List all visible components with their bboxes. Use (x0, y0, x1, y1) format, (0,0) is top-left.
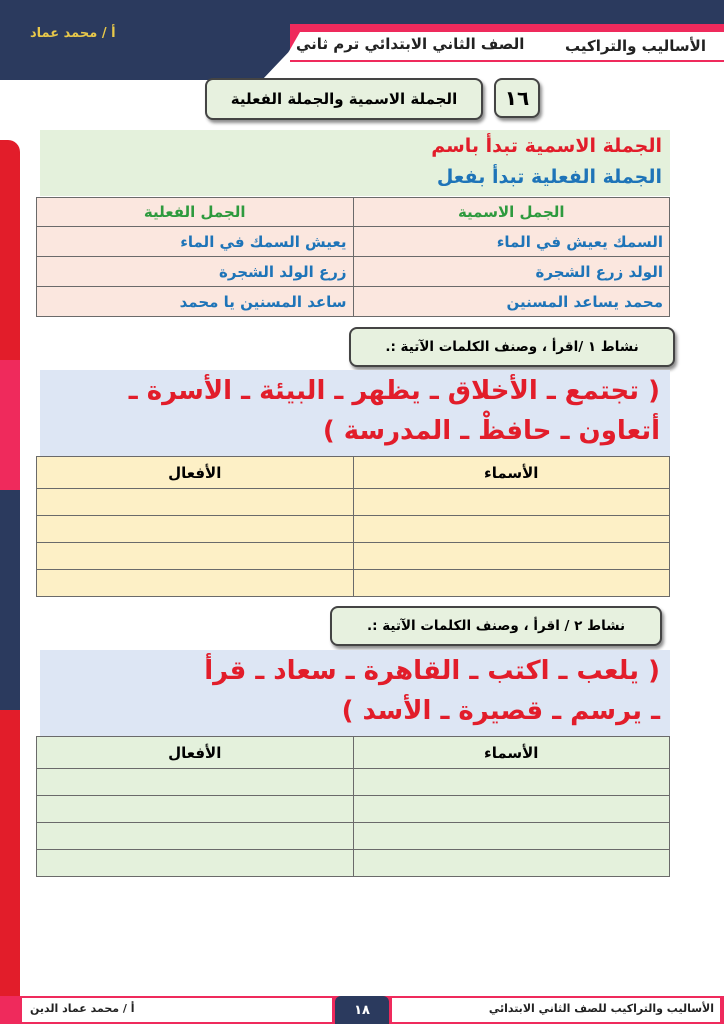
answer-row (37, 850, 670, 877)
subject-title: الأساليب والتراكيب (565, 37, 706, 55)
answer-cell[interactable] (353, 516, 670, 543)
lesson-number: ١٦ (504, 86, 530, 110)
answer-cell[interactable] (37, 796, 354, 823)
activity2-words-line2: ـ يرسم ـ قصيرة ـ الأسد ) (341, 696, 660, 726)
activity1-words-line1: ( تجتمع ـ الأخلاق ـ يظهر ـ البيئة ـ الأسرة ـ (128, 376, 660, 406)
nominal-example: السمك يعيش في الماء (353, 227, 670, 257)
lesson-title-box (205, 78, 483, 120)
examples-table (36, 197, 670, 317)
table-header-row (37, 737, 670, 769)
nominal-example: الولد زرع الشجرة (353, 257, 670, 287)
rule-nominal: الجملة الاسمية تبدأ باسم (431, 135, 662, 157)
activity1-label-box (349, 327, 675, 367)
footer-band (0, 996, 724, 1024)
header-nominal: الجمل الاسمية (353, 198, 670, 227)
answer-cell[interactable] (37, 543, 354, 570)
answer-row (37, 823, 670, 850)
verbal-example: ساعد المسنين يا محمد (37, 287, 354, 317)
table-header-row (37, 457, 670, 489)
answer-cell[interactable] (37, 769, 354, 796)
verbal-example: يعيش السمك في الماء (37, 227, 354, 257)
answer-cell[interactable] (353, 823, 670, 850)
activity2-words-line1: ( يلعب ـ اكتب ـ القاهرة ـ سعاد ـ قرأ (204, 656, 660, 686)
table-row (37, 257, 670, 287)
answer-cell[interactable] (37, 489, 354, 516)
activity1-words-line2: أتعاون ـ حافظْ ـ المدرسة ) (322, 416, 660, 446)
side-strip (0, 140, 20, 1020)
answer-cell[interactable] (37, 570, 354, 597)
activity1-label: نشاط ١ /اقرأ ، وصنف الكلمات الآتية :. (385, 339, 639, 355)
table-row (37, 227, 670, 257)
rule-verbal: الجملة الفعلية تبدأ بفعل (436, 166, 662, 188)
rules-box (40, 130, 670, 196)
author-name: أ / محمد عماد (30, 26, 116, 41)
answer-row (37, 516, 670, 543)
answer-cell[interactable] (37, 516, 354, 543)
activity2-words-box (40, 650, 670, 736)
activity2-label-box (330, 606, 662, 646)
lesson-number-badge (494, 78, 540, 118)
page-number-box (335, 996, 389, 1024)
answer-row (37, 796, 670, 823)
activity1-words-box (40, 370, 670, 456)
answer-row (37, 570, 670, 597)
nominal-example: محمد يساعد المسنين (353, 287, 670, 317)
table-row (37, 287, 670, 317)
col-verbs: الأفعال (37, 737, 354, 769)
page-number: ١٨ (354, 1002, 370, 1018)
answer-cell[interactable] (353, 850, 670, 877)
answer-cell[interactable] (353, 796, 670, 823)
answer-cell[interactable] (353, 489, 670, 516)
answer-cell[interactable] (353, 769, 670, 796)
answer-cell[interactable] (37, 823, 354, 850)
col-verbs: الأفعال (37, 457, 354, 489)
activity2-label: نشاط ٢ / اقرأ ، وصنف الكلمات الآتية :. (366, 618, 626, 634)
answer-row (37, 543, 670, 570)
col-names: الأسماء (353, 737, 670, 769)
activity1-table (36, 456, 670, 597)
footer-author: أ / محمد عماد الدين (30, 1002, 135, 1015)
answer-cell[interactable] (353, 570, 670, 597)
table-header-row (37, 198, 670, 227)
lesson-title: الجملة الاسمية والجملة الفعلية (230, 90, 458, 108)
answer-row (37, 769, 670, 796)
col-names: الأسماء (353, 457, 670, 489)
answer-cell[interactable] (353, 543, 670, 570)
answer-row (37, 489, 670, 516)
footer-subject: الأساليب والتراكيب للصف الثاني الابتدائي (488, 1002, 714, 1015)
grade-title: الصف الثاني الابتدائي ترم ثاني (296, 35, 525, 53)
answer-cell[interactable] (37, 850, 354, 877)
header-verbal: الجمل الفعلية (37, 198, 354, 227)
verbal-example: زرع الولد الشجرة (37, 257, 354, 287)
activity2-table (36, 736, 670, 877)
